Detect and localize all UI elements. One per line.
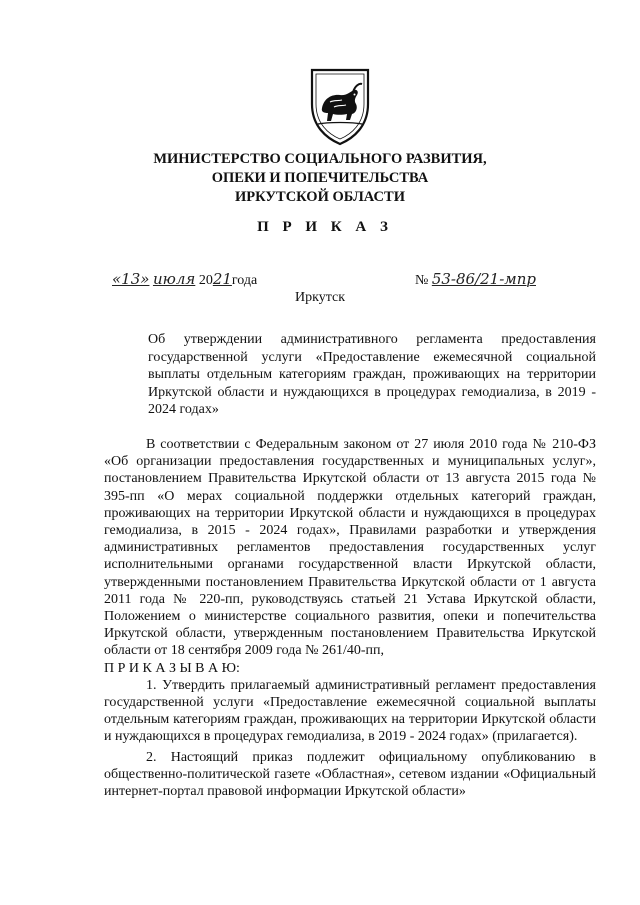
document-date — [112, 270, 257, 289]
date-month: июля — [152, 270, 196, 288]
document-number — [415, 270, 536, 289]
order-subject: Об утверждении административного регламента предоставления государственной услуги «Предоставление ежемесячной социальной выплаты отдельным категориям граждан, проживающих на территории Иркутской области и нуждающихся в процедурах гемодиализа, в 2019 - 2024 годах» — [148, 332, 596, 418]
order-word: П Р И К А З Ы В А Ю: — [104, 660, 240, 676]
date-year-word: года — [231, 273, 258, 288]
preamble-paragraph: В соответствии с Федеральным законом от 27 июля 2010 года № 210-ФЗ «Об организации предоставления государственных и муниципальных услуг», постановлением Правительства Иркутской области от 13 августа 2015 года № 395-пп «О мерах социальной поддержки отдельных категорий граждан, проживающих на территории Иркутской области и нуждающихся в процедурах гемодиализа, в 2015 - 2024 годах», Правилами разработки и утверждения административных регламентов предоставления государственных услуг исполнительными органами государственной власти Иркутской области, утвержденными постановлением Правительства Иркутской области от 1 августа 2011 года № 220-пп, руководствуясь статьей 21 Устава Иркутской области, Положением о министерстве социального развития, опеки и попечительства Иркутской области, утвержденным постановлением Правительства Иркутской области от 18 сентября 2009 года № 261/40-пп, — [104, 437, 596, 659]
order-body — [104, 436, 596, 800]
order-item-1: 1. Утвердить прилагаемый административный регламент предоставления государственной услуги «Предоставление ежемесячной социальной выплаты отдельным категориям граждан, проживающих на территории Иркутской области и нуждающихся в процедурах гемодиализа, в 2019 - 2024 годах» (прилагается). — [104, 677, 596, 745]
city-name: Иркутск — [294, 290, 346, 305]
date-day: «13» — [112, 270, 150, 288]
ministry-name — [100, 150, 540, 207]
ministry-line: МИНИСТЕРСТВО СОЦИАЛЬНОГО РАЗВИТИЯ, — [153, 151, 487, 167]
ministry-line: ОПЕКИ И ПОПЕЧИТЕЛЬСТВА — [211, 170, 429, 186]
ministry-line: ИРКУТСКОЙ ОБЛАСТИ — [235, 189, 405, 205]
date-year-prefix: 20 — [198, 273, 213, 288]
date-year-suffix: 21 — [212, 270, 232, 288]
order-item-2: 2. Настоящий приказ подлежит официальному опубликованию в общественно-политической газете «Областная», сетевом издании «Официальный интернет-портал правовой информации Иркутской области» — [104, 749, 596, 800]
coat-of-arms-icon — [304, 64, 376, 146]
document-type-title: П Р И К А З — [257, 219, 393, 235]
number-prefix: № — [414, 273, 429, 288]
number-value: 53-86/21-мпр — [431, 270, 536, 288]
